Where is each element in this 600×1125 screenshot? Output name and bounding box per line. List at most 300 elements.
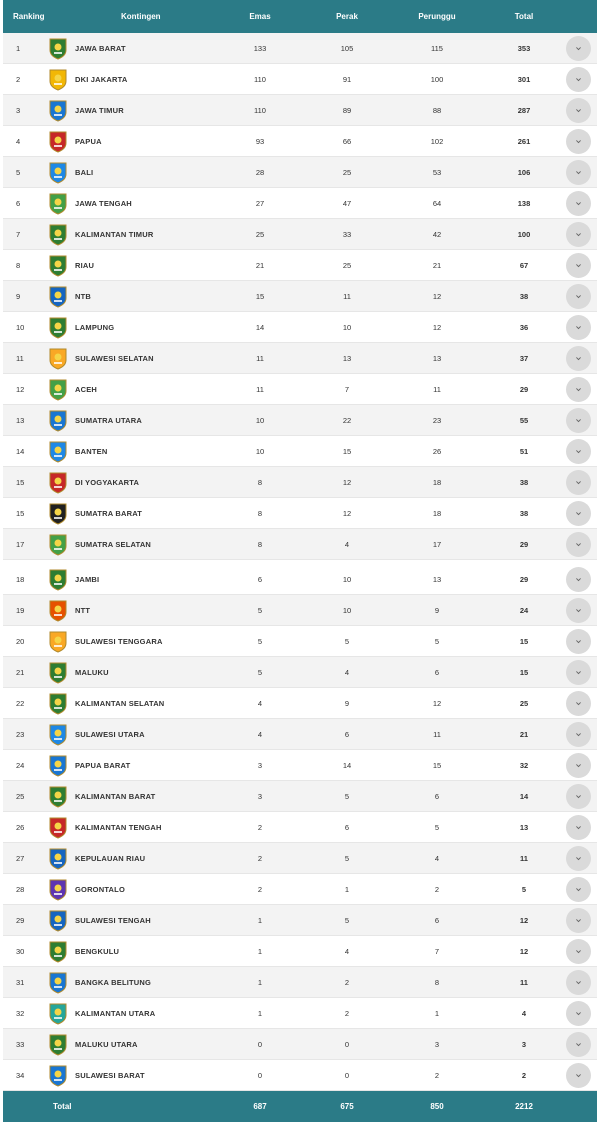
rank-cell: 13 xyxy=(16,416,25,425)
expand-row-button[interactable] xyxy=(566,846,591,871)
total-cell: 25 xyxy=(519,699,529,708)
chevron-down-icon xyxy=(575,510,582,517)
total-cell: 12 xyxy=(519,947,529,956)
kontingen-name: BALI xyxy=(75,168,94,177)
footer-total: 2212 xyxy=(515,1102,533,1111)
table-row xyxy=(3,281,597,312)
province-emblem-icon xyxy=(48,1002,68,1025)
kontingen-name: JAWA TENGAH xyxy=(75,199,132,208)
emas-cell: 2 xyxy=(257,823,263,832)
perak-cell: 33 xyxy=(342,230,352,239)
kontingen-name: SUMATRA SELATAN xyxy=(75,540,152,549)
rank-cell: 12 xyxy=(16,385,25,394)
kontingen-name: KALIMANTAN BARAT xyxy=(75,792,156,801)
emas-cell: 1 xyxy=(257,1009,263,1018)
chevron-down-icon xyxy=(575,917,582,924)
kontingen-name: MALUKU xyxy=(75,668,109,677)
emas-cell: 5 xyxy=(257,637,263,646)
province-emblem-icon xyxy=(48,68,68,91)
chevron-down-icon xyxy=(575,479,582,486)
perunggu-cell: 15 xyxy=(432,761,442,770)
expand-row-button[interactable] xyxy=(566,1032,591,1057)
kontingen-name: KALIMANTAN SELATAN xyxy=(75,699,165,708)
rank-cell: 15 xyxy=(16,509,25,518)
kontingen-name: PAPUA BARAT xyxy=(75,761,131,770)
perak-cell: 5 xyxy=(344,637,350,646)
total-cell: 12 xyxy=(519,916,529,925)
perak-cell: 105 xyxy=(340,44,354,53)
perunggu-cell: 11 xyxy=(433,730,441,739)
total-cell: 353 xyxy=(517,44,531,53)
perak-cell: 2 xyxy=(344,978,350,987)
chevron-down-icon xyxy=(575,855,582,862)
perak-cell: 9 xyxy=(344,699,350,708)
expand-row-button[interactable] xyxy=(566,346,591,371)
total-cell: 287 xyxy=(517,106,531,115)
chevron-down-icon xyxy=(575,76,582,83)
province-emblem-icon xyxy=(48,816,68,839)
emas-cell: 0 xyxy=(257,1040,263,1049)
chevron-down-icon xyxy=(575,1041,582,1048)
perak-cell: 10 xyxy=(342,606,352,615)
table-row xyxy=(3,374,597,405)
kontingen-name: BANGKA BELITUNG xyxy=(75,978,152,987)
rank-cell: 31 xyxy=(16,978,25,987)
emas-cell: 110 xyxy=(254,75,266,84)
expand-row-button[interactable] xyxy=(566,567,591,592)
kontingen-name: MALUKU UTARA xyxy=(75,1040,138,1049)
province-emblem-icon xyxy=(48,285,68,308)
footer-perunggu: 850 xyxy=(430,1102,444,1111)
perunggu-cell: 12 xyxy=(432,292,442,301)
rank-cell: 6 xyxy=(16,199,21,208)
perunggu-cell: 23 xyxy=(432,416,442,425)
province-emblem-icon xyxy=(48,440,68,463)
expand-row-button[interactable] xyxy=(566,660,591,685)
perak-cell: 10 xyxy=(342,575,352,584)
chevron-down-icon xyxy=(575,355,582,362)
emas-cell: 10 xyxy=(255,447,265,456)
expand-row-button[interactable] xyxy=(566,67,591,92)
perak-cell: 25 xyxy=(342,168,352,177)
province-emblem-icon xyxy=(48,161,68,184)
perunggu-cell: 6 xyxy=(434,916,440,925)
total-cell: 38 xyxy=(519,292,529,301)
chevron-down-icon xyxy=(575,541,582,548)
expand-row-button[interactable] xyxy=(566,1001,591,1026)
rank-cell: 18 xyxy=(16,575,25,584)
perak-cell: 13 xyxy=(342,354,352,363)
table-row xyxy=(3,812,597,843)
expand-row-button[interactable] xyxy=(566,970,591,995)
rank-cell: 26 xyxy=(16,823,25,832)
total-cell: 106 xyxy=(517,168,531,177)
rank-cell: 34 xyxy=(16,1071,25,1080)
perunggu-cell: 12 xyxy=(432,323,442,332)
chevron-down-icon xyxy=(575,700,582,707)
footer-label: Total xyxy=(53,1102,72,1111)
emas-cell: 21 xyxy=(255,261,265,270)
emas-cell: 4 xyxy=(257,699,263,708)
emas-cell: 4 xyxy=(257,730,263,739)
total-cell: 29 xyxy=(519,540,529,549)
kontingen-name: SULAWESI UTARA xyxy=(75,730,145,739)
perak-cell: 2 xyxy=(344,1009,350,1018)
expand-row-button[interactable] xyxy=(566,129,591,154)
perunggu-cell: 6 xyxy=(434,668,440,677)
expand-row-button[interactable] xyxy=(566,284,591,309)
total-cell: 32 xyxy=(519,761,529,770)
expand-row-button[interactable] xyxy=(566,501,591,526)
rank-cell: 3 xyxy=(16,106,21,115)
expand-row-button[interactable] xyxy=(566,722,591,747)
chevron-down-icon xyxy=(575,324,582,331)
expand-row-button[interactable] xyxy=(566,222,591,247)
emas-cell: 6 xyxy=(257,575,263,584)
emas-cell: 5 xyxy=(257,606,263,615)
perunggu-cell: 11 xyxy=(433,385,441,394)
province-emblem-icon xyxy=(48,661,68,684)
perunggu-cell: 13 xyxy=(432,575,442,584)
expand-row-button[interactable] xyxy=(566,784,591,809)
rank-cell: 17 xyxy=(16,540,25,549)
chevron-down-icon xyxy=(575,200,582,207)
expand-row-button[interactable] xyxy=(566,939,591,964)
total-cell: 11 xyxy=(520,854,528,863)
province-emblem-icon xyxy=(48,599,68,622)
emas-cell: 11 xyxy=(256,354,264,363)
perak-cell: 6 xyxy=(344,730,350,739)
emas-cell: 10 xyxy=(255,416,265,425)
expand-row-button[interactable] xyxy=(566,908,591,933)
table-row xyxy=(3,626,597,657)
emas-cell: 8 xyxy=(257,478,263,487)
kontingen-name: SULAWESI TENGAH xyxy=(75,916,151,925)
rank-cell: 24 xyxy=(16,761,25,770)
emas-cell: 8 xyxy=(257,540,263,549)
perak-cell: 6 xyxy=(344,823,350,832)
province-emblem-icon xyxy=(48,754,68,777)
rank-cell: 21 xyxy=(16,668,25,677)
emas-cell: 14 xyxy=(255,323,265,332)
table-row xyxy=(3,64,597,95)
perak-cell: 15 xyxy=(342,447,352,456)
rank-cell: 32 xyxy=(16,1009,25,1018)
perak-cell: 5 xyxy=(344,854,350,863)
kontingen-name: SULAWESI BARAT xyxy=(75,1071,145,1080)
expand-row-button[interactable] xyxy=(566,691,591,716)
perunggu-cell: 64 xyxy=(432,199,442,208)
perunggu-cell: 100 xyxy=(430,75,444,84)
rank-cell: 27 xyxy=(16,854,25,863)
province-emblem-icon xyxy=(48,130,68,153)
total-cell: 55 xyxy=(519,416,529,425)
rank-cell: 5 xyxy=(16,168,21,177)
emas-cell: 93 xyxy=(255,137,265,146)
perunggu-cell: 12 xyxy=(432,699,442,708)
province-emblem-icon xyxy=(48,723,68,746)
perak-cell: 10 xyxy=(342,323,352,332)
province-emblem-icon xyxy=(48,99,68,122)
table-row xyxy=(3,595,597,626)
header-total: Total xyxy=(514,12,534,21)
kontingen-name: KALIMANTAN TIMUR xyxy=(75,230,154,239)
kontingen-name: KALIMANTAN TENGAH xyxy=(75,823,162,832)
kontingen-name: GORONTALO xyxy=(75,885,125,894)
table-row xyxy=(3,498,597,529)
perak-cell: 89 xyxy=(342,106,352,115)
total-cell: 67 xyxy=(519,261,529,270)
perunggu-cell: 13 xyxy=(432,354,442,363)
total-cell: 4 xyxy=(521,1009,527,1018)
rank-cell: 7 xyxy=(16,230,21,239)
province-emblem-icon xyxy=(48,316,68,339)
emas-cell: 28 xyxy=(255,168,265,177)
province-emblem-icon xyxy=(48,568,68,591)
expand-row-button[interactable] xyxy=(566,439,591,464)
perak-cell: 25 xyxy=(342,261,352,270)
total-cell: 15 xyxy=(519,637,529,646)
medal-table xyxy=(3,0,597,1125)
chevron-down-icon xyxy=(575,886,582,893)
rank-cell: 10 xyxy=(16,323,25,332)
kontingen-name: JAWA TIMUR xyxy=(75,106,124,115)
expand-row-button[interactable] xyxy=(566,753,591,778)
rank-cell: 33 xyxy=(16,1040,25,1049)
table-row xyxy=(3,157,597,188)
perak-cell: 4 xyxy=(344,947,350,956)
chevron-down-icon xyxy=(575,293,582,300)
table-row xyxy=(3,405,597,436)
expand-row-button[interactable] xyxy=(566,315,591,340)
rank-cell: 25 xyxy=(16,792,25,801)
table-row xyxy=(3,781,597,812)
table-row xyxy=(3,1060,597,1091)
chevron-down-icon xyxy=(575,169,582,176)
header-perunggu: Perunggu xyxy=(418,12,456,21)
header-perak: Perak xyxy=(336,12,358,21)
total-cell: 37 xyxy=(519,354,529,363)
emas-cell: 15 xyxy=(255,292,265,301)
expand-row-button[interactable] xyxy=(566,160,591,185)
total-cell: 301 xyxy=(517,75,531,84)
kontingen-name: SUMATRA UTARA xyxy=(75,416,143,425)
perak-cell: 5 xyxy=(344,916,350,925)
rank-cell: 11 xyxy=(16,354,24,363)
perak-cell: 0 xyxy=(344,1071,350,1080)
total-cell: 38 xyxy=(519,509,529,518)
total-cell: 15 xyxy=(519,668,529,677)
province-emblem-icon xyxy=(48,847,68,870)
perunggu-cell: 2 xyxy=(434,1071,440,1080)
rank-cell: 15 xyxy=(16,478,25,487)
header-emas: Emas xyxy=(249,12,271,21)
perunggu-cell: 53 xyxy=(432,168,442,177)
kontingen-name: JAWA BARAT xyxy=(75,44,126,53)
kontingen-name: RIAU xyxy=(75,261,95,270)
emas-cell: 8 xyxy=(257,509,263,518)
total-cell: 36 xyxy=(519,323,529,332)
province-emblem-icon xyxy=(48,533,68,556)
table-row xyxy=(3,688,597,719)
kontingen-name: BENGKULU xyxy=(75,947,120,956)
chevron-down-icon xyxy=(575,417,582,424)
expand-row-button[interactable] xyxy=(566,815,591,840)
province-emblem-icon xyxy=(48,785,68,808)
total-cell: 11 xyxy=(520,978,528,987)
total-cell: 5 xyxy=(521,885,527,894)
expand-row-button[interactable] xyxy=(566,191,591,216)
perunggu-cell: 26 xyxy=(432,447,442,456)
table-row xyxy=(3,750,597,781)
perak-cell: 5 xyxy=(344,792,350,801)
total-cell: 29 xyxy=(519,575,529,584)
chevron-down-icon xyxy=(575,824,582,831)
expand-row-button[interactable] xyxy=(566,36,591,61)
kontingen-name: KEPULAUAN RIAU xyxy=(75,854,146,863)
perunggu-cell: 8 xyxy=(434,978,440,987)
total-cell: 261 xyxy=(517,137,531,146)
table-row xyxy=(3,874,597,905)
perunggu-cell: 9 xyxy=(434,606,440,615)
table-row xyxy=(3,998,597,1029)
chevron-down-icon xyxy=(575,386,582,393)
total-cell: 100 xyxy=(517,230,531,239)
kontingen-name: LAMPUNG xyxy=(75,323,115,332)
rank-cell: 19 xyxy=(16,606,25,615)
province-emblem-icon xyxy=(48,37,68,60)
perunggu-cell: 18 xyxy=(432,509,442,518)
province-emblem-icon xyxy=(48,692,68,715)
expand-row-button[interactable] xyxy=(566,98,591,123)
perak-cell: 11 xyxy=(343,292,351,301)
perunggu-cell: 7 xyxy=(434,947,440,956)
emas-cell: 3 xyxy=(257,792,263,801)
emas-cell: 27 xyxy=(255,199,265,208)
rank-cell: 4 xyxy=(16,137,21,146)
perak-cell: 0 xyxy=(344,1040,350,1049)
emas-cell: 110 xyxy=(254,106,266,115)
emas-cell: 3 xyxy=(257,761,263,770)
total-cell: 29 xyxy=(519,385,529,394)
perak-cell: 14 xyxy=(342,761,352,770)
chevron-down-icon xyxy=(575,138,582,145)
table-row xyxy=(3,564,597,595)
rank-cell: 14 xyxy=(16,447,25,456)
table-row xyxy=(3,436,597,467)
total-cell: 21 xyxy=(519,730,529,739)
table-row xyxy=(3,467,597,498)
kontingen-name: NTB xyxy=(75,292,92,301)
table-row xyxy=(3,312,597,343)
chevron-down-icon xyxy=(575,793,582,800)
perunggu-cell: 88 xyxy=(432,106,442,115)
province-emblem-icon xyxy=(48,909,68,932)
perak-cell: 66 xyxy=(342,137,352,146)
expand-row-button[interactable] xyxy=(566,598,591,623)
total-cell: 24 xyxy=(519,606,529,615)
expand-row-button[interactable] xyxy=(566,470,591,495)
expand-row-button[interactable] xyxy=(566,253,591,278)
kontingen-name: SULAWESI TENGGARA xyxy=(75,637,163,646)
perak-cell: 12 xyxy=(342,509,352,518)
perunggu-cell: 18 xyxy=(432,478,442,487)
perak-cell: 12 xyxy=(342,478,352,487)
province-emblem-icon xyxy=(48,223,68,246)
emas-cell: 25 xyxy=(255,230,265,239)
table-header xyxy=(3,0,597,33)
expand-row-button[interactable] xyxy=(566,408,591,433)
chevron-down-icon xyxy=(575,576,582,583)
table-row xyxy=(3,188,597,219)
kontingen-name: NTT xyxy=(75,606,91,615)
province-emblem-icon xyxy=(48,378,68,401)
province-emblem-icon xyxy=(48,347,68,370)
table-row xyxy=(3,219,597,250)
emas-cell: 133 xyxy=(253,44,267,53)
perak-cell: 4 xyxy=(344,668,350,677)
kontingen-name: SUMATRA BARAT xyxy=(75,509,143,518)
perunggu-cell: 21 xyxy=(432,261,442,270)
perak-cell: 4 xyxy=(344,540,350,549)
expand-row-button[interactable] xyxy=(566,532,591,557)
table-row xyxy=(3,1029,597,1060)
chevron-down-icon xyxy=(575,1010,582,1017)
province-emblem-icon xyxy=(48,940,68,963)
table-row xyxy=(3,905,597,936)
header-ranking: Ranking xyxy=(13,12,45,21)
total-cell: 2 xyxy=(521,1071,527,1080)
perunggu-cell: 17 xyxy=(432,540,442,549)
chevron-down-icon xyxy=(575,107,582,114)
rank-cell: 30 xyxy=(16,947,25,956)
emas-cell: 2 xyxy=(257,854,263,863)
expand-row-button[interactable] xyxy=(566,877,591,902)
emas-cell: 0 xyxy=(257,1071,263,1080)
expand-row-button[interactable] xyxy=(566,377,591,402)
rank-cell: 1 xyxy=(16,44,21,53)
total-cell: 3 xyxy=(521,1040,527,1049)
chevron-down-icon xyxy=(575,638,582,645)
province-emblem-icon xyxy=(48,471,68,494)
expand-row-button[interactable] xyxy=(566,1063,591,1088)
emas-cell: 5 xyxy=(257,668,263,677)
province-emblem-icon xyxy=(48,971,68,994)
perunggu-cell: 5 xyxy=(434,823,440,832)
table-row xyxy=(3,967,597,998)
chevron-down-icon xyxy=(575,262,582,269)
perunggu-cell: 42 xyxy=(432,230,442,239)
chevron-down-icon xyxy=(575,45,582,52)
chevron-down-icon xyxy=(575,231,582,238)
chevron-down-icon xyxy=(575,669,582,676)
chevron-down-icon xyxy=(575,1072,582,1079)
emas-cell: 11 xyxy=(256,385,264,394)
emas-cell: 2 xyxy=(257,885,263,894)
emas-cell: 1 xyxy=(257,947,263,956)
province-emblem-icon xyxy=(48,409,68,432)
perunggu-cell: 2 xyxy=(434,885,440,894)
rank-cell: 23 xyxy=(16,730,25,739)
kontingen-name: SULAWESI SELATAN xyxy=(75,354,154,363)
table-row xyxy=(3,126,597,157)
expand-row-button[interactable] xyxy=(566,629,591,654)
province-emblem-icon xyxy=(48,878,68,901)
table-row xyxy=(3,657,597,688)
footer-emas: 687 xyxy=(253,1102,267,1111)
kontingen-name: DKI JAKARTA xyxy=(75,75,128,84)
perunggu-cell: 1 xyxy=(434,1009,440,1018)
